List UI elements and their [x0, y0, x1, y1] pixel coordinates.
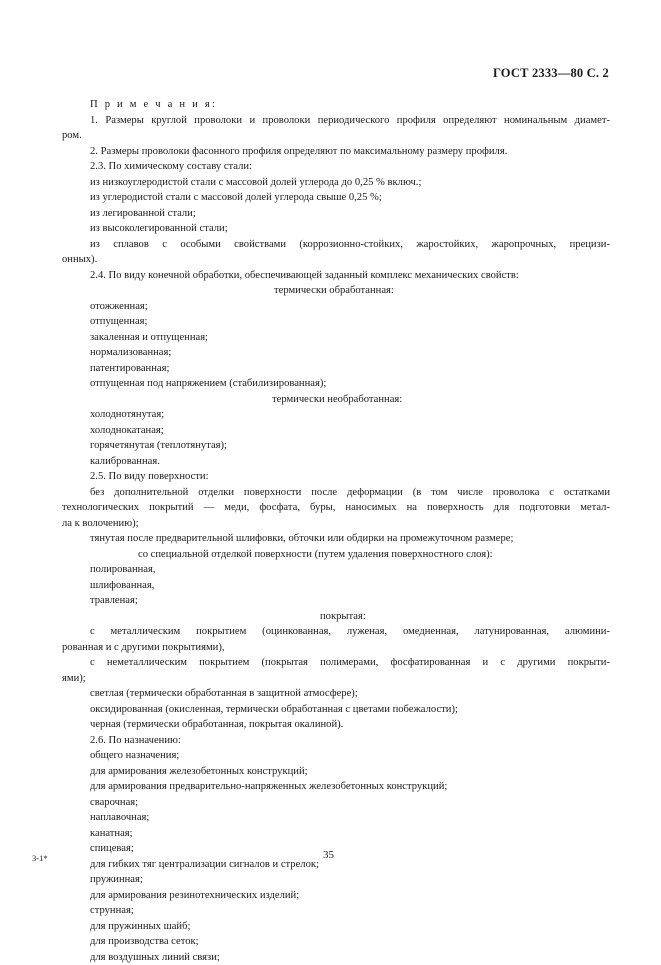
text-line: ла к волочению); [62, 516, 610, 532]
text-line: пружинная; [62, 872, 610, 888]
text-line: патентированная; [62, 361, 610, 377]
page-number: 35 [323, 849, 334, 861]
text-line: онных). [62, 252, 610, 268]
text-line: термически обработанная: [62, 283, 610, 299]
text-line: холоднотянутая; [62, 407, 610, 423]
text-line: технологических покрытий — меди, фосфата, буры, наносимых на поверхность для подготовки метал- [62, 500, 610, 516]
text-line: сварочная; [62, 795, 610, 811]
text-line: 2.3. По химическому составу стали: [62, 159, 610, 175]
text-line: из высоколегированной стали; [62, 221, 610, 237]
text-line: со специальной отделкой поверхности (путем удаления поверхностного слоя): [62, 547, 610, 563]
document-header: ГОСТ 2333—80 С. 2 [493, 66, 609, 81]
text-line: из сплавов с особыми свойствами (коррозионно-стойких, жаростойких, жаропрочных, прецизи- [62, 237, 610, 253]
text-line: для пружинных шайб; [62, 919, 610, 935]
text-line: 2. Размеры проволоки фасонного профиля определяют по максимальному размеру профиля. [62, 144, 610, 160]
text-line: закаленная и отпущенная; [62, 330, 610, 346]
text-line: нормализованная; [62, 345, 610, 361]
footer-mark: 3-1* [32, 853, 48, 863]
text-line: калиброванная. [62, 454, 610, 470]
text-line: ром. [62, 128, 610, 144]
text-line: для производства сеток; [62, 934, 610, 950]
text-line: 2.5. По виду поверхности: [62, 469, 610, 485]
text-line: отпущенная; [62, 314, 610, 330]
text-line: без дополнительной отделки поверхности после деформации (в том числе проволока с остатками [62, 485, 610, 501]
text-line: П р и м е ч а н и я: [62, 97, 610, 113]
text-line: с неметаллическим покрытием (покрытая полимерами, фосфатированная и с другими покрыти- [62, 655, 610, 671]
text-line: для армирования резинотехнических изделий; [62, 888, 610, 904]
text-line: термически необработанная: [62, 392, 610, 408]
text-line: канатная; [62, 826, 610, 842]
text-line: ями); [62, 671, 610, 687]
text-line: из низкоуглеродистой стали с массовой долей углерода до 0,25 % включ.; [62, 175, 610, 191]
text-line: черная (термически обработанная, покрытая окалиной). [62, 717, 610, 733]
text-line: струнная; [62, 903, 610, 919]
text-line: 2.4. По виду конечной обработки, обеспечивающей заданный комплекс механических свойств: [62, 268, 610, 284]
document-body [62, 97, 610, 965]
text-line: для гибких тяг централизации сигналов и стрелок; [62, 857, 610, 873]
text-line: шлифованная, [62, 578, 610, 594]
text-line: из легированной стали; [62, 206, 610, 222]
text-line: наплавочная; [62, 810, 610, 826]
text-line: с металлическим покрытием (оцинкованная, луженая, омедненная, латунированная, алюмини- [62, 624, 610, 640]
text-line: тянутая после предварительной шлифовки, обточки или обдирки на промежуточном размере; [62, 531, 610, 547]
text-line: горячетянутая (теплотянутая); [62, 438, 610, 454]
text-line: из углеродистой стали с массовой долей углерода свыше 0,25 %; [62, 190, 610, 206]
text-line: отпущенная под напряжением (стабилизированная); [62, 376, 610, 392]
text-line: оксидированная (окисленная, термически обработанная с цветами побежалости); [62, 702, 610, 718]
text-line: 1. Размеры круглой проволоки и проволоки периодического профиля определяют номинальным диамет- [62, 113, 610, 129]
text-line: холоднокатаная; [62, 423, 610, 439]
text-line: рованная и с другими покрытиями), [62, 640, 610, 656]
text-line: общего назначения; [62, 748, 610, 764]
text-line: отожженная; [62, 299, 610, 315]
text-line: для воздушных линий связи; [62, 950, 610, 965]
text-line: для армирования железобетонных конструкций; [62, 764, 610, 780]
text-line: для армирования предварительно-напряженных железобетонных конструкций; [62, 779, 610, 795]
text-line: полированная, [62, 562, 610, 578]
text-line: спицевая; [62, 841, 610, 857]
text-line: покрытая: [62, 609, 610, 625]
text-line: светлая (термически обработанная в защитной атмосфере); [62, 686, 610, 702]
text-line: травленая; [62, 593, 610, 609]
text-line: 2.6. По назначению: [62, 733, 610, 749]
